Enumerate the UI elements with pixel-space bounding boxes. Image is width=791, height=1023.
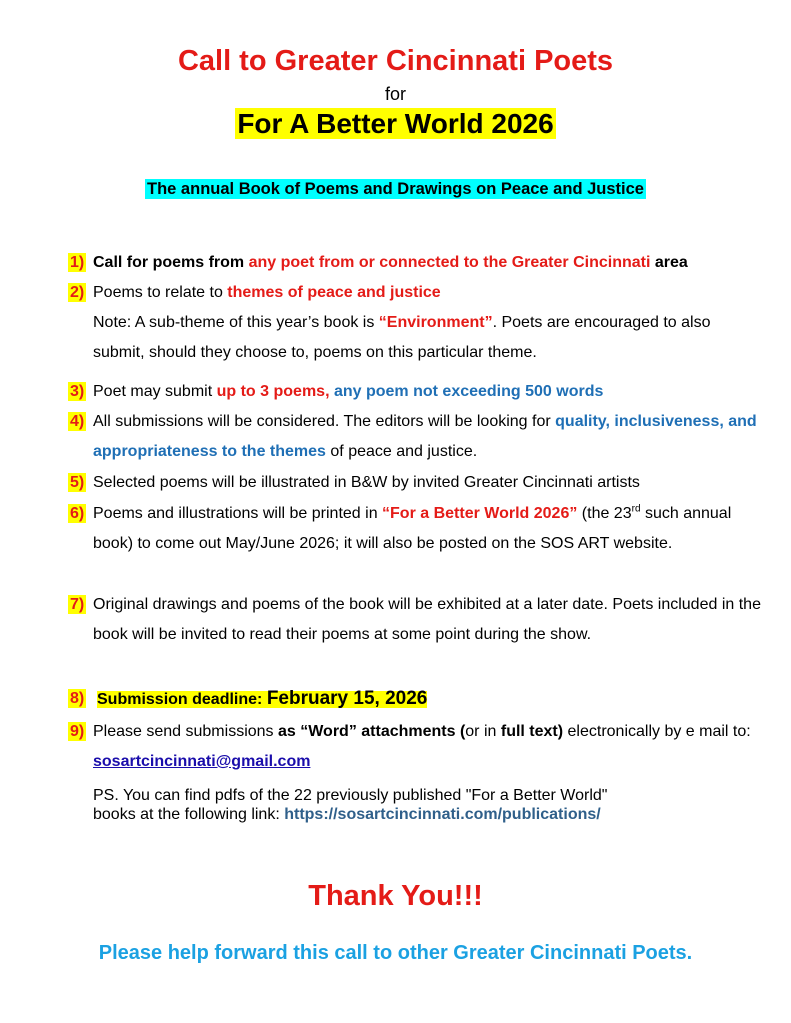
item-highlight: themes of peace and justice [227,284,441,301]
subtitle [0,108,791,140]
item-text: Selected poems will be illustrated in B&W by invited Greater Cincinnati artists [93,474,640,491]
item-text: (the 23 [577,505,632,522]
item-number: 2) [70,284,85,301]
item-number: 4) [70,413,85,430]
item-text: All submissions will be considered. The editors will be looking for [93,413,556,430]
item-text: as “Word” attachments ( [277,723,466,740]
publications-link[interactable]: https://sosartcincinnati.com/publications/ [284,806,601,823]
for-text: for [384,84,406,104]
thank-you: Thank You!!! [308,880,483,912]
item-text: Original drawings and poems of the book will be exhibited at a later date. Poets included in the book will be invited to read their poems at some point during the show. [93,596,761,643]
item-highlight: any poet from or connected to the Greater Cincinnati [248,254,651,271]
item-text: Call for poems from [93,254,249,271]
item-number: 6) [70,505,85,522]
item-highlight: any poem not exceeding 500 words [329,383,604,400]
item-highlight: “For a Better World 2026” [382,505,578,522]
item-text: Poet may submit [93,383,217,400]
email-link[interactable]: sosartcincinnati@gmail.com [93,753,311,770]
deadline-label: Submission deadline: [97,691,267,708]
item-note: Note: A sub-theme of this year’s book is [93,314,379,331]
item-text: area [650,254,688,271]
subtitle-text: For A Better World 2026 [237,108,554,139]
tagline [0,180,791,199]
ps-line: PS. You can find pdfs of the 22 previously published "For a Better World" [93,787,608,804]
page-title: Call to Greater Cincinnati Poets [177,45,614,77]
item-number: 8) [70,690,85,707]
superscript: rd [631,503,641,515]
forward-request: Please help forward this call to other Greater Cincinnati Poets. [98,942,693,964]
item-highlight: quality, inclusiveness, and appropriateness to the themes [93,413,757,460]
item-highlight: up to 3 poems, [216,383,330,400]
item-text: of peace and justice. [325,443,478,460]
item-text: or in [465,723,501,740]
tagline-text: The annual Book of Poems and Drawings on Peace and Justice [147,180,644,198]
item-number: 3) [70,383,85,400]
item-number: 1) [70,254,85,271]
deadline-date: February 15, 2026 [266,688,428,709]
item-highlight: “Environment” [378,314,493,331]
deadline [97,688,428,709]
item-note: . Poets are encouraged to also submit, should they choose to, poems on this particular theme. [93,314,711,361]
ps-line: books at the following link: [93,806,285,823]
item-number: 7) [70,596,85,613]
postscript [93,786,607,824]
item-number: 5) [70,474,85,491]
item-text: Poems and illustrations will be printed in [93,505,383,522]
item-number: 9) [70,723,85,740]
item-text: such annual book) to come out May/June 2026; it will also be posted on the SOS ART website. [93,505,732,552]
item-text: electronically by e mail to: [563,723,751,740]
item-text: Please send submissions [93,723,278,740]
item-text: Poems to relate to [93,284,228,301]
item-text: full text) [500,723,564,740]
